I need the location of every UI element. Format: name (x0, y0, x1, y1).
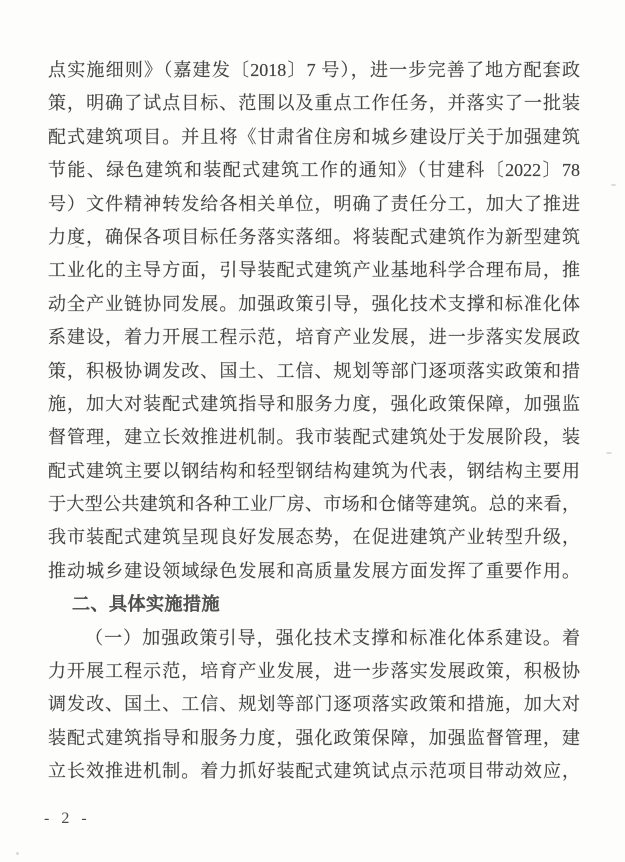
text-line: 策，积极协调发改、国土、工信、规划等部门逐项落实政策和措 (48, 360, 580, 381)
text-line: 力开展工程示范，培育产业发展，进一步落实发展政策，积极协 (48, 661, 580, 682)
text-line: 立长效推进机制。着力抓好装配式建筑试点示范项目带动效应， (48, 761, 580, 782)
text-line: 于大型公共建筑和各种工业厂房、市场和仓储等建筑。总的来看， (48, 494, 580, 515)
text-line: 力度，确保各项目标任务落实落细。将装配式建筑作为新型建筑 (48, 226, 580, 247)
text-line: 配式建筑项目。并且将《甘肃省住房和城乡建设厅关于加强建筑 (48, 126, 580, 147)
text-line: 我市装配式建筑呈现良好发展态势，在促进建筑产业转型升级， (48, 527, 580, 548)
text-line: （一）加强政策引导，强化技术支撑和标准化体系建设。着 (85, 627, 580, 648)
text-line: 策，明确了试点目标、范围以及重点工作任务，并落实了一批装 (48, 93, 580, 114)
page-number: - 2 - (44, 810, 91, 827)
scan-speckle (16, 852, 19, 855)
scan-speckle (611, 184, 616, 186)
text-line: 施，加大对装配式建筑指导和服务力度，强化政策保障，加强监 (48, 393, 580, 414)
text-line: 点实施细则》（嘉建发〔2018〕7 号），进一步完善了地方配套政 (48, 60, 580, 80)
text-line: 调发改、国土、工信、规划等部门逐项落实政策和措施，加大对 (48, 694, 580, 715)
text-line: 动全产业链协同发展。加强政策引导，强化技术支撑和标准化体 (48, 293, 580, 314)
text-line: 推动城乡建设领域绿色发展和高质量发展方面发挥了重要作用。 (48, 560, 580, 581)
section-heading: 二、具体实施措施 (72, 594, 220, 615)
text-line: 装配式建筑指导和服务力度，强化政策保障，加强监督管理，建 (48, 727, 580, 748)
text-line: 系建设，着力开展工程示范，培育产业发展，进一步落实发展政 (48, 327, 580, 348)
text-line: 号）文件精神转发给各相关单位，明确了责任分工，加大了推进 (48, 193, 580, 214)
text-line: 节能、绿色建筑和装配式建筑工作的通知》（甘建科〔2022〕78 (48, 160, 580, 181)
text-line: 督管理，建立长效推进机制。我市装配式建筑处于发展阶段，装 (48, 427, 580, 448)
text-line: 配式建筑主要以钢结构和轻型钢结构建筑为代表，钢结构主要用 (48, 460, 580, 481)
scan-speckle (75, 246, 79, 248)
document-text (48, 54, 580, 789)
scan-speckle (606, 452, 612, 454)
text-line: 工业化的主导方面，引导装配式建筑产业基地科学合理布局，推 (48, 260, 580, 281)
